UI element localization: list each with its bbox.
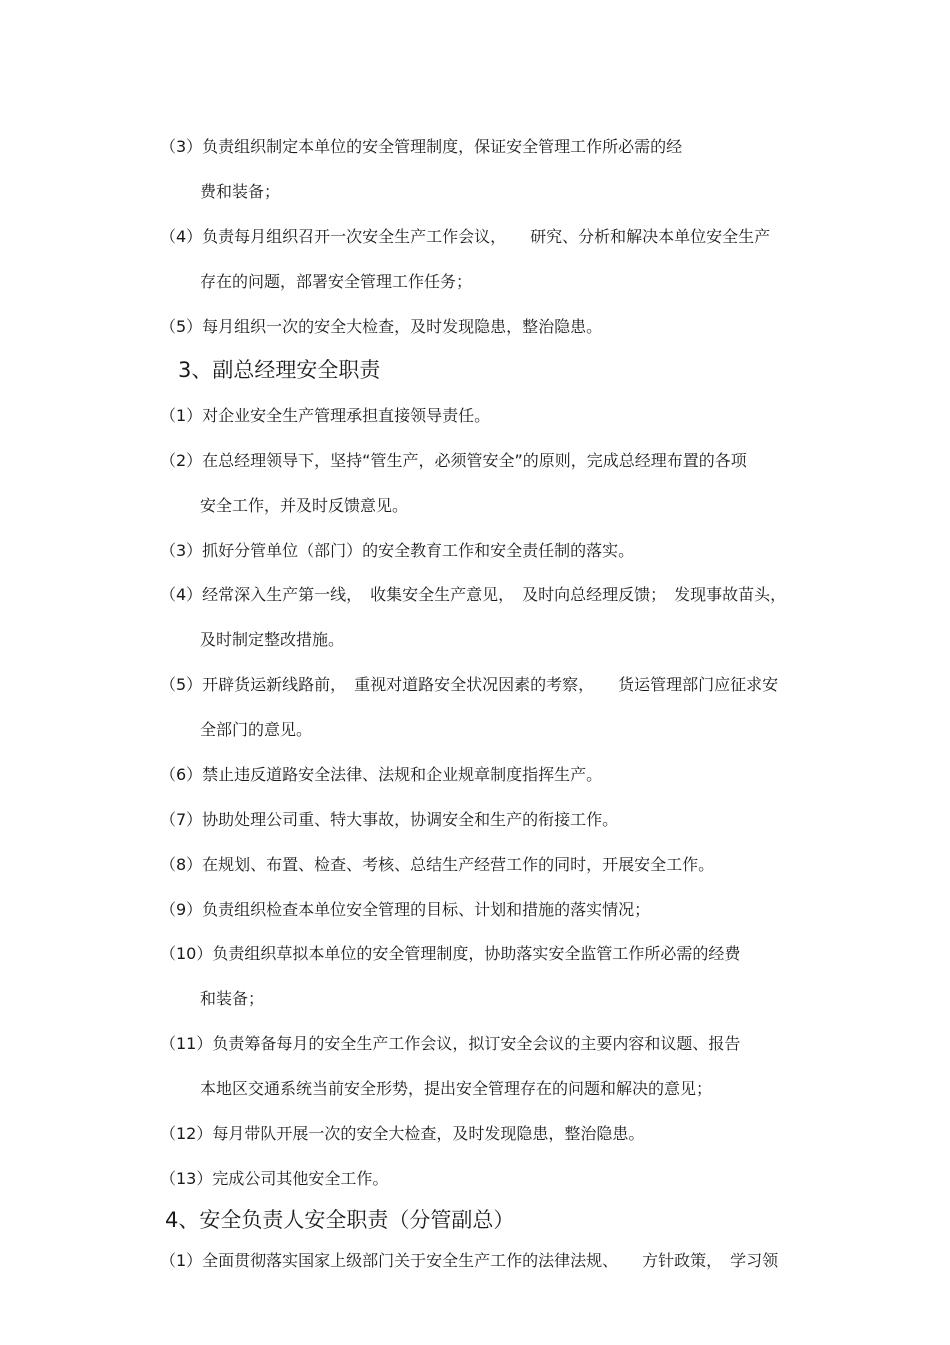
section-heading: 4、安全负责人安全职责（分管副总）: [165, 1208, 515, 1232]
section-heading: 3、副总经理安全职责: [178, 358, 381, 382]
list-item-line: （8）在规划、布置、检查、考核、总结生产经营工作的同时，开展安全工作。: [160, 855, 715, 874]
list-item-line: （4）经常深入生产第一线， 收集安全生产意见， 及时向总经理反馈； 发现事故苗头，: [160, 585, 787, 604]
list-item-line: （4）负责每月组织召开一次安全生产工作会议， 研究、分析和解决本单位安全生产: [160, 227, 771, 246]
list-item-line: （5）每月组织一次的安全大检查，及时发现隐患，整治隐患。: [160, 317, 603, 336]
list-item-line: 安全工作，并及时反馈意见。: [200, 496, 409, 515]
list-item-line: 费和装备；: [200, 182, 281, 201]
list-item-line: （2）在总经理领导下，坚持“管生产，必须管安全”的原则，完成总经理布置的各项: [160, 451, 747, 470]
list-item-line: （6）禁止违反道路安全法律、法规和企业规章制度指挥生产。: [160, 765, 603, 784]
list-item-line: （1）对企业安全生产管理承担直接领导责任。: [160, 406, 491, 425]
list-item-line: 和装备；: [200, 989, 265, 1008]
list-item-line: 本地区交通系统当前安全形势，提出安全管理存在的问题和解决的意见；: [200, 1079, 713, 1098]
list-item-line: （3）负责组织制定本单位的安全管理制度，保证安全管理工作所必需的经: [160, 137, 683, 156]
list-item-line: （1）全面贯彻落实国家上级部门关于安全生产工作的法律法规、 方针政策， 学习领: [160, 1251, 779, 1270]
list-item-line: （13）完成公司其他安全工作。: [160, 1169, 389, 1188]
list-item-line: （10）负责组织草拟本单位的安全管理制度，协助落实安全监管工作所必需的经费: [160, 944, 741, 963]
list-item-line: 及时制定整改措施。: [200, 630, 345, 649]
list-item-line: （5）开辟货运新线路前， 重视对道路安全状况因素的考察， 货运管理部门应征求安: [160, 675, 779, 694]
list-item-line: （11）负责筹备每月的安全生产工作会议，拟订安全会议的主要内容和议题、报告: [160, 1034, 741, 1053]
list-item-line: （12）每月带队开展一次的安全大检查，及时发现隐患，整治隐患。: [160, 1124, 645, 1143]
list-item-line: （3）抓好分管单位（部门）的安全教育工作和安全责任制的落实。: [160, 541, 635, 560]
list-item-line: （7）协助处理公司重、特大事故，协调安全和生产的衔接工作。: [160, 810, 619, 829]
list-item-line: 存在的问题，部署安全管理工作任务；: [200, 272, 473, 291]
list-item-line: 全部门的意见。: [200, 720, 313, 739]
list-item-line: （9）负责组织检查本单位安全管理的目标、计划和措施的落实情况；: [160, 900, 651, 919]
